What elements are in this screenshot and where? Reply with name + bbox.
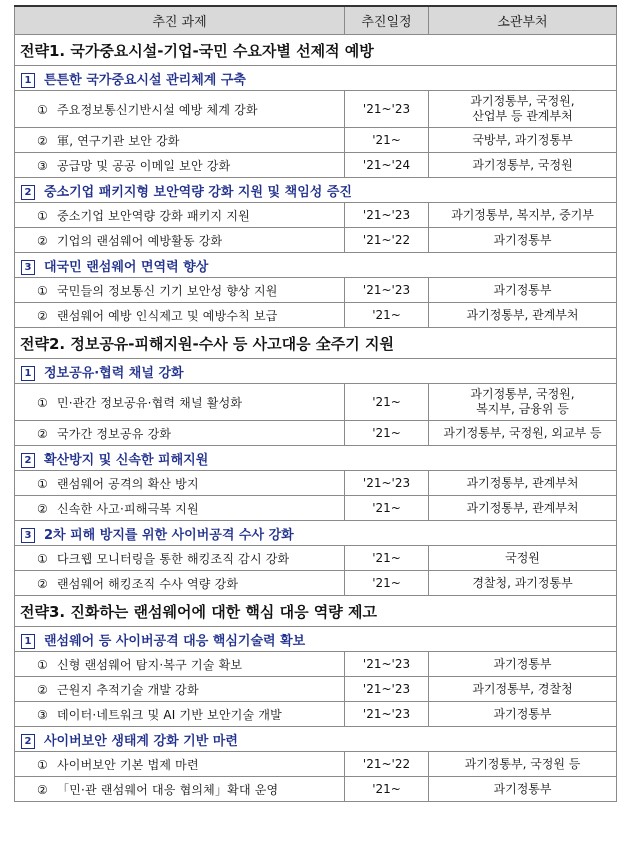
dept-line: 산업부 등 관계부처 <box>472 109 573 123</box>
task-cell <box>15 652 345 677</box>
strategy-row <box>15 596 617 627</box>
task-cell <box>15 303 345 328</box>
table-body <box>15 35 617 802</box>
task-row <box>15 153 617 178</box>
task-text: 랜섬웨어 해킹조직 수사 역량 강화 <box>57 576 239 591</box>
strategy-title: 전략1. 국가중요시설-기업-국민 수요자별 선제적 예방 <box>15 35 617 66</box>
subgoal-title: 확산방지 및 신속한 피해지원 <box>44 452 209 468</box>
subgoal-cell <box>15 359 617 384</box>
plan-table <box>14 5 617 802</box>
schedule-cell: '21~ <box>345 128 429 153</box>
task-row <box>15 303 617 328</box>
task-cell <box>15 546 345 571</box>
task-marker: ① <box>37 757 48 772</box>
task-text: 국가간 정보공유 강화 <box>57 426 172 441</box>
dept-cell <box>429 91 617 128</box>
task-marker: ③ <box>37 707 48 722</box>
subgoal-number: 1 <box>21 366 35 381</box>
header-schedule: 추진일정 <box>345 6 429 35</box>
subgoal-row <box>15 627 617 652</box>
task-marker: ① <box>37 476 48 491</box>
task-marker: ② <box>37 682 48 697</box>
dept-line: 과기정통부, 국정원, 외교부 등 <box>443 425 602 440</box>
task-row <box>15 496 617 521</box>
task-marker: ① <box>37 395 48 410</box>
task-row <box>15 203 617 228</box>
task-cell <box>15 471 345 496</box>
dept-line: 과기정통부, 경찰청 <box>472 681 573 696</box>
subgoal-title: 튼튼한 국가중요시설 관리체계 구축 <box>44 72 246 88</box>
dept-cell <box>429 384 617 421</box>
subgoal-title: 2차 피해 방지를 위한 사이버공격 수사 강화 <box>44 527 294 543</box>
subgoal-number: 2 <box>21 734 35 749</box>
schedule-cell: '21~ <box>345 496 429 521</box>
dept-cell <box>429 203 617 228</box>
task-cell <box>15 91 345 128</box>
task-text: 공급망 및 공공 이메일 보안 강화 <box>57 158 231 173</box>
task-text: 다크웹 모니터링을 통한 해킹조직 감시 강화 <box>57 551 290 566</box>
dept-cell <box>429 677 617 702</box>
dept-line: 과기정통부, 국정원, <box>470 387 575 401</box>
task-cell <box>15 496 345 521</box>
schedule-cell: '21~'22 <box>345 752 429 777</box>
subgoal-cell <box>15 727 617 752</box>
task-text: 기업의 랜섬웨어 예방활동 강화 <box>57 233 223 248</box>
task-cell <box>15 384 345 421</box>
dept-cell <box>429 571 617 596</box>
subgoal-cell <box>15 178 617 203</box>
task-row <box>15 128 617 153</box>
table-header-row <box>15 6 617 35</box>
schedule-cell: '21~ <box>345 384 429 421</box>
task-marker: ① <box>37 551 48 566</box>
subgoal-number: 1 <box>21 634 35 649</box>
dept-cell <box>429 752 617 777</box>
dept-line: 국방부, 과기정통부 <box>472 132 573 147</box>
subgoal-number: 2 <box>21 185 35 200</box>
dept-line: 과기정통부 <box>493 282 552 297</box>
subgoal-row <box>15 178 617 203</box>
task-cell <box>15 421 345 446</box>
dept-line: 경찰청, 과기정통부 <box>472 575 573 590</box>
schedule-cell: '21~ <box>345 303 429 328</box>
task-row <box>15 228 617 253</box>
task-row <box>15 421 617 446</box>
dept-line: 과기정통부, 관계부처 <box>466 500 579 515</box>
subgoal-row <box>15 66 617 91</box>
dept-cell <box>429 153 617 178</box>
task-row <box>15 546 617 571</box>
task-cell <box>15 203 345 228</box>
task-row <box>15 677 617 702</box>
subgoal-row <box>15 727 617 752</box>
task-cell <box>15 571 345 596</box>
task-row <box>15 278 617 303</box>
dept-line: 과기정통부 <box>493 706 552 721</box>
subgoal-row <box>15 253 617 278</box>
schedule-cell: '21~ <box>345 571 429 596</box>
subgoal-title: 사이버보안 생태계 강화 기반 마련 <box>44 733 238 749</box>
subgoal-row <box>15 446 617 471</box>
task-row <box>15 652 617 677</box>
schedule-cell: '21~'23 <box>345 702 429 727</box>
task-marker: ② <box>37 233 48 248</box>
subgoal-number: 2 <box>21 453 35 468</box>
task-marker: ① <box>37 208 48 223</box>
schedule-cell: '21~'23 <box>345 677 429 702</box>
dept-cell <box>429 546 617 571</box>
task-cell <box>15 677 345 702</box>
task-text: 국민들의 정보통신 기기 보안성 향상 지원 <box>57 283 278 298</box>
task-text: 주요정보통신기반시설 예방 체계 강화 <box>57 102 258 117</box>
dept-cell <box>429 471 617 496</box>
dept-line: 과기정통부 <box>493 232 552 247</box>
subgoal-title: 대국민 랜섬웨어 면역력 향상 <box>44 259 209 275</box>
header-task: 추진 과제 <box>15 6 345 35</box>
task-row <box>15 471 617 496</box>
dept-cell <box>429 128 617 153</box>
task-marker: ② <box>37 133 48 148</box>
dept-cell <box>429 278 617 303</box>
task-cell <box>15 702 345 727</box>
task-text: 랜섬웨어 공격의 확산 방지 <box>57 476 199 491</box>
dept-cell <box>429 228 617 253</box>
subgoal-title: 중소기업 패키지형 보안역량 강화 지원 및 책임성 증진 <box>44 184 352 200</box>
task-cell <box>15 278 345 303</box>
schedule-cell: '21~'23 <box>345 278 429 303</box>
task-marker: ② <box>37 576 48 591</box>
schedule-cell: '21~'23 <box>345 652 429 677</box>
task-text: 근원지 추적기술 개발 강화 <box>57 682 199 697</box>
task-marker: ③ <box>37 158 48 173</box>
schedule-cell: '21~ <box>345 546 429 571</box>
dept-cell <box>429 702 617 727</box>
subgoal-number: 1 <box>21 73 35 88</box>
task-row <box>15 91 617 128</box>
task-marker: ② <box>37 308 48 323</box>
schedule-cell: '21~'24 <box>345 153 429 178</box>
task-text: 중소기업 보안역량 강화 패키지 지원 <box>57 208 250 223</box>
plan-table-container <box>14 5 616 802</box>
dept-line: 과기정통부, 국정원 <box>472 157 573 172</box>
dept-line: 과기정통부, 관계부처 <box>466 307 579 322</box>
dept-cell <box>429 496 617 521</box>
task-row <box>15 571 617 596</box>
task-row <box>15 702 617 727</box>
dept-cell <box>429 652 617 677</box>
task-text: 사이버보안 기본 법제 마련 <box>57 757 199 772</box>
task-marker: ② <box>37 782 48 797</box>
subgoal-cell <box>15 253 617 278</box>
dept-line: 복지부, 금융위 등 <box>476 402 569 416</box>
subgoal-cell <box>15 446 617 471</box>
subgoal-title: 랜섬웨어 등 사이버공격 대응 핵심기술력 확보 <box>44 633 306 649</box>
schedule-cell: '21~'23 <box>345 91 429 128</box>
task-row <box>15 384 617 421</box>
task-marker: ② <box>37 501 48 516</box>
task-text: 민·관간 정보공유·협력 채널 활성화 <box>57 395 243 410</box>
task-marker: ② <box>37 426 48 441</box>
header-dept: 소관부처 <box>429 6 617 35</box>
task-cell <box>15 128 345 153</box>
task-row <box>15 752 617 777</box>
strategy-row <box>15 35 617 66</box>
schedule-cell: '21~'23 <box>345 471 429 496</box>
subgoal-title: 정보공유·협력 채널 강화 <box>44 365 184 381</box>
task-text: 랜섬웨어 예방 인식제고 및 예방수칙 보급 <box>57 308 278 323</box>
schedule-cell: '21~ <box>345 421 429 446</box>
subgoal-row <box>15 359 617 384</box>
schedule-cell: '21~'23 <box>345 203 429 228</box>
dept-cell <box>429 303 617 328</box>
strategy-title: 전략2. 정보공유-피해지원-수사 등 사고대응 全주기 지원 <box>15 328 617 359</box>
task-marker: ① <box>37 102 48 117</box>
dept-line: 국정원 <box>505 550 540 565</box>
subgoal-cell <box>15 521 617 546</box>
strategy-row <box>15 328 617 359</box>
task-cell <box>15 153 345 178</box>
task-cell <box>15 228 345 253</box>
task-cell <box>15 777 345 802</box>
dept-line: 과기정통부, 국정원, <box>470 94 575 108</box>
dept-line: 과기정통부 <box>493 656 552 671</box>
subgoal-number: 3 <box>21 528 35 543</box>
schedule-cell: '21~'22 <box>345 228 429 253</box>
schedule-cell: '21~ <box>345 777 429 802</box>
dept-line: 과기정통부, 관계부처 <box>466 475 579 490</box>
dept-cell <box>429 777 617 802</box>
task-text: 軍, 연구기관 보안 강화 <box>57 133 180 148</box>
dept-cell <box>429 421 617 446</box>
task-marker: ① <box>37 657 48 672</box>
task-text: 신속한 사고·피해극복 지원 <box>57 501 199 516</box>
strategy-title: 전략3. 진화하는 랜섬웨어에 대한 핵심 대응 역량 제고 <box>15 596 617 627</box>
subgoal-number: 3 <box>21 260 35 275</box>
dept-line: 과기정통부, 복지부, 중기부 <box>451 207 594 222</box>
task-row <box>15 777 617 802</box>
subgoal-cell <box>15 627 617 652</box>
subgoal-cell <box>15 66 617 91</box>
task-cell <box>15 752 345 777</box>
task-text: 「민·관 랜섬웨어 대응 협의체」확대 운영 <box>57 782 279 797</box>
dept-line: 과기정통부, 국정원 등 <box>464 756 581 771</box>
task-text: 데이터·네트워크 및 AI 기반 보안기술 개발 <box>57 707 282 722</box>
task-marker: ① <box>37 283 48 298</box>
task-text: 신형 랜섬웨어 탐지·복구 기술 확보 <box>57 657 243 672</box>
subgoal-row <box>15 521 617 546</box>
dept-line: 과기정통부 <box>493 781 552 796</box>
